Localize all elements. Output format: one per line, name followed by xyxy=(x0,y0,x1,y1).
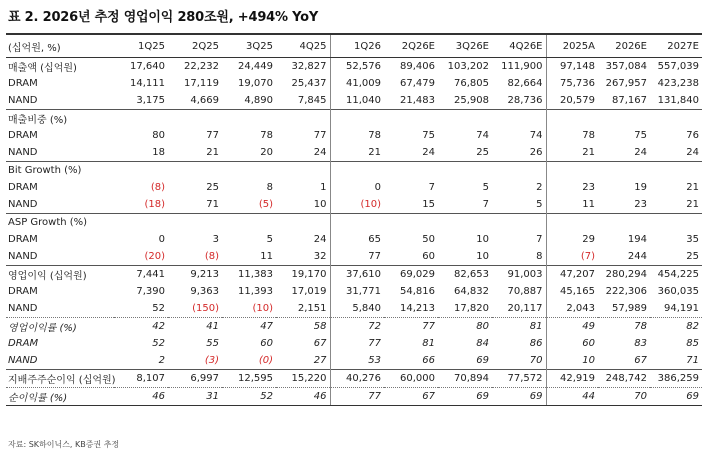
table-cell: 20 xyxy=(260,147,273,158)
table-cell: (18) xyxy=(144,199,165,210)
row-label: DRAM xyxy=(8,338,39,349)
table-cell: (7) xyxy=(546,248,598,266)
header-row xyxy=(6,34,702,58)
table-cell: 42,919 xyxy=(546,370,598,388)
table-cell xyxy=(222,162,276,180)
table-cell xyxy=(222,110,276,128)
table-cell: 77,572 xyxy=(492,370,546,388)
table-cell: 75,736 xyxy=(546,75,598,92)
table-row xyxy=(6,196,702,214)
table-cell: 87,167 xyxy=(612,95,647,106)
table-cell xyxy=(492,214,546,232)
table-cell: 26 xyxy=(529,147,543,158)
table-cell xyxy=(276,214,330,232)
earnings-table xyxy=(6,33,702,406)
table-cell: 360,035 xyxy=(657,286,699,297)
table-cell: 21 xyxy=(686,182,699,193)
table-cell xyxy=(276,110,330,128)
table-cell: 5 xyxy=(482,182,489,193)
table-cell: 24 xyxy=(313,147,327,158)
table-cell: 10 xyxy=(476,234,489,245)
table-cell: 70,887 xyxy=(507,286,543,297)
table-row xyxy=(6,231,702,248)
table-cell: 20,117 xyxy=(507,303,543,314)
table-cell: 131,840 xyxy=(657,95,699,106)
table-cell: 67 xyxy=(384,388,438,406)
table-cell: 280,294 xyxy=(598,266,650,284)
table-cell: 5 xyxy=(266,234,273,245)
table-cell: 69 xyxy=(650,388,702,406)
row-label: NAND xyxy=(8,303,38,314)
table-cell: 52 xyxy=(222,388,276,406)
table-cell: 91,003 xyxy=(492,266,546,284)
table-cell: 76 xyxy=(686,130,699,141)
table-cell: 77 xyxy=(330,248,384,266)
table-cell: 86 xyxy=(529,338,543,349)
table-cell: 10 xyxy=(313,199,327,210)
table-cell: (0) xyxy=(258,355,273,366)
table-cell: 8 xyxy=(536,251,543,262)
row-label: NAND xyxy=(8,251,38,262)
table-cell xyxy=(222,214,276,232)
table-cell: 89,406 xyxy=(384,58,438,76)
column-header: 4Q26E xyxy=(492,34,546,58)
table-cell: 10 xyxy=(546,352,598,370)
table-cell xyxy=(438,162,492,180)
table-row xyxy=(6,162,702,180)
table-cell: 78 xyxy=(598,318,650,336)
table-row xyxy=(6,266,702,284)
table-cell xyxy=(598,110,650,128)
table-cell: 0 xyxy=(330,179,384,196)
table-row xyxy=(6,214,702,232)
column-header: 2027E xyxy=(650,34,702,58)
table-cell: 47 xyxy=(222,318,276,336)
table-cell: 82,664 xyxy=(507,78,543,89)
table-cell: 21 xyxy=(546,144,598,162)
table-cell xyxy=(168,162,222,180)
table-cell xyxy=(438,110,492,128)
table-cell: 46 xyxy=(276,388,330,406)
table-cell xyxy=(650,214,702,232)
table-cell xyxy=(330,162,384,180)
table-cell: 44 xyxy=(546,388,598,406)
table-cell: 72 xyxy=(330,318,384,336)
table-cell: (10) xyxy=(330,196,384,214)
table-cell xyxy=(598,162,650,180)
table-row xyxy=(6,110,702,128)
column-header: 3Q26E xyxy=(438,34,492,58)
table-cell: 111,900 xyxy=(492,58,546,76)
table-cell: 386,259 xyxy=(650,370,702,388)
table-cell: 60 xyxy=(546,335,598,352)
table-cell: 42 xyxy=(114,318,168,336)
header-label: (십억원, %) xyxy=(6,34,114,58)
table-cell: 32 xyxy=(313,251,327,262)
table-cell: 78 xyxy=(260,130,273,141)
row-label: 매출액 (십억원) xyxy=(6,58,114,76)
table-cell: 60 xyxy=(260,338,273,349)
table-title: 표 2. 2026년 추정 영업이익 280조원, +494% YoY xyxy=(8,10,319,25)
table-cell xyxy=(546,110,598,128)
table-cell: 4,890 xyxy=(244,95,273,106)
row-label: NAND xyxy=(8,147,38,158)
table-cell: 60,000 xyxy=(384,370,438,388)
table-cell: 7 xyxy=(536,234,543,245)
table-cell: 0 xyxy=(158,234,165,245)
row-label: DRAM xyxy=(8,130,38,141)
table-cell: (10) xyxy=(252,303,273,314)
table-cell: 29 xyxy=(546,231,598,248)
table-row xyxy=(6,58,702,76)
table-cell: 11,393 xyxy=(238,286,273,297)
table-cell: 14,213 xyxy=(400,303,435,314)
table-cell: 57,989 xyxy=(612,303,647,314)
table-cell: 58 xyxy=(276,318,330,336)
table-cell: 52,576 xyxy=(330,58,384,76)
table-cell: 17,019 xyxy=(291,286,327,297)
table-cell: 25,908 xyxy=(454,95,489,106)
column-header: 3Q25 xyxy=(222,34,276,58)
table-cell: 80 xyxy=(152,130,165,141)
table-cell: 23 xyxy=(634,199,647,210)
table-cell: 60 xyxy=(422,251,435,262)
table-cell: 52 xyxy=(152,303,165,314)
table-cell: 21 xyxy=(206,147,219,158)
table-cell: 19,170 xyxy=(276,266,330,284)
table-body xyxy=(6,58,702,406)
table-cell: 40,276 xyxy=(330,370,384,388)
table-cell xyxy=(168,214,222,232)
table-cell: 70 xyxy=(598,388,650,406)
table-row xyxy=(6,92,702,110)
table-cell: 6,997 xyxy=(168,370,222,388)
table-cell: 2 xyxy=(158,355,165,366)
table-cell: 21,483 xyxy=(400,95,435,106)
table-cell xyxy=(168,110,222,128)
table-cell: 65 xyxy=(330,231,384,248)
table-cell: 21 xyxy=(686,199,699,210)
row-label: 매출비중 (%) xyxy=(6,110,114,128)
row-label: ASP Growth (%) xyxy=(6,214,114,232)
table-cell: 11 xyxy=(260,251,273,262)
table-row xyxy=(6,144,702,162)
row-label: NAND xyxy=(8,95,38,106)
table-cell: 423,238 xyxy=(657,78,699,89)
row-label: Bit Growth (%) xyxy=(6,162,114,180)
table-cell: 74 xyxy=(476,130,489,141)
table-cell xyxy=(492,162,546,180)
table-row xyxy=(6,127,702,144)
table-cell: 23 xyxy=(546,179,598,196)
table-cell: 24 xyxy=(634,147,647,158)
table-cell: 52 xyxy=(152,338,165,349)
table-cell: 77 xyxy=(384,318,438,336)
table-cell: 357,084 xyxy=(598,58,650,76)
row-label: DRAM xyxy=(8,78,38,89)
table-cell: 22,232 xyxy=(168,58,222,76)
table-cell: 75 xyxy=(634,130,647,141)
table-cell xyxy=(384,110,438,128)
table-cell: 10 xyxy=(476,251,489,262)
table-cell: (8) xyxy=(150,182,165,193)
table-cell: 24,449 xyxy=(222,58,276,76)
table-cell: 557,039 xyxy=(650,58,702,76)
table-cell: 2,043 xyxy=(546,300,598,318)
column-header: 2025A xyxy=(546,34,598,58)
table-cell: 8,107 xyxy=(114,370,168,388)
column-header: 1Q25 xyxy=(114,34,168,58)
table-row xyxy=(6,300,702,318)
table-cell: 77 xyxy=(330,388,384,406)
table-cell: 12,595 xyxy=(222,370,276,388)
table-cell: 5,840 xyxy=(330,300,384,318)
table-cell: 81 xyxy=(492,318,546,336)
table-cell: 25 xyxy=(686,251,699,262)
table-cell: 94,191 xyxy=(664,303,699,314)
table-cell: 24 xyxy=(313,234,327,245)
row-label: 지배주주순이익 (십억원) xyxy=(6,370,114,388)
table-cell: (20) xyxy=(144,251,165,262)
table-cell: 17,640 xyxy=(114,58,168,76)
source-note: 자료: SK하이닉스, KB증권 추정 xyxy=(8,440,120,449)
column-header: 2Q25 xyxy=(168,34,222,58)
table-cell xyxy=(384,162,438,180)
table-cell: 49 xyxy=(546,318,598,336)
table-cell: 244 xyxy=(627,251,647,262)
table-cell: 7,390 xyxy=(136,286,165,297)
row-label: 순이익률 (%) xyxy=(6,388,114,406)
table-cell: 77 xyxy=(313,130,327,141)
table-row xyxy=(6,179,702,196)
table-cell: 45,165 xyxy=(546,283,598,300)
table-cell: 81 xyxy=(422,338,435,349)
table-cell: 69 xyxy=(476,355,489,366)
table-cell: 8 xyxy=(266,182,273,193)
table-cell: 4,669 xyxy=(190,95,219,106)
table-cell: (5) xyxy=(258,199,273,210)
table-row xyxy=(6,335,702,352)
table-cell: 41 xyxy=(168,318,222,336)
table-cell: 24 xyxy=(422,147,435,158)
table-cell xyxy=(650,162,702,180)
table-cell: 76,805 xyxy=(454,78,489,89)
table-cell xyxy=(114,214,168,232)
table-row xyxy=(6,388,702,406)
row-label: DRAM xyxy=(8,234,38,245)
table-cell: 82 xyxy=(650,318,702,336)
table-cell xyxy=(546,162,598,180)
table-cell: 11,383 xyxy=(222,266,276,284)
table-cell xyxy=(114,162,168,180)
table-cell: 15 xyxy=(422,199,435,210)
table-cell: 194 xyxy=(627,234,647,245)
table-cell: 19,070 xyxy=(238,78,273,89)
table-cell: 7,845 xyxy=(297,95,327,106)
table-cell: 97,148 xyxy=(546,58,598,76)
column-header: 2Q26E xyxy=(384,34,438,58)
table-cell: 28,736 xyxy=(507,95,543,106)
table-cell: 7 xyxy=(482,199,489,210)
row-label: DRAM xyxy=(8,182,38,193)
table-cell: 83 xyxy=(634,338,647,349)
table-cell xyxy=(546,214,598,232)
column-header: 1Q26 xyxy=(330,34,384,58)
table-cell: 54,816 xyxy=(400,286,435,297)
table-cell: 32,827 xyxy=(276,58,330,76)
table-cell: 78 xyxy=(330,127,384,144)
table-cell: 67 xyxy=(313,338,327,349)
table-cell: 5 xyxy=(536,199,543,210)
table-row xyxy=(6,75,702,92)
table-cell: 70,894 xyxy=(438,370,492,388)
table-cell: 25 xyxy=(476,147,489,158)
table-cell: 77 xyxy=(330,335,384,352)
table-cell: 31,771 xyxy=(330,283,384,300)
row-label: DRAM xyxy=(8,286,38,297)
table-cell: 71 xyxy=(206,199,219,210)
table-row xyxy=(6,318,702,336)
table-cell: 103,202 xyxy=(438,58,492,76)
table-cell: 37,610 xyxy=(330,266,384,284)
table-cell: 17,820 xyxy=(454,303,489,314)
table-cell xyxy=(598,214,650,232)
table-cell xyxy=(330,110,384,128)
table-cell: 11,040 xyxy=(330,92,384,110)
table-row xyxy=(6,370,702,388)
table-cell: 14,111 xyxy=(130,78,165,89)
table-cell: 46 xyxy=(114,388,168,406)
row-label: NAND xyxy=(8,355,38,366)
table-row xyxy=(6,248,702,266)
table-cell xyxy=(384,214,438,232)
table-cell: 47,207 xyxy=(546,266,598,284)
table-cell xyxy=(276,162,330,180)
table-cell: 50 xyxy=(422,234,435,245)
table-cell: (150) xyxy=(192,303,219,314)
table-row xyxy=(6,352,702,370)
table-cell xyxy=(330,214,384,232)
table-cell: 7,441 xyxy=(114,266,168,284)
table-cell: 69 xyxy=(492,388,546,406)
table-cell: 64,832 xyxy=(454,286,489,297)
table-cell: (3) xyxy=(204,355,219,366)
table-cell: 82,653 xyxy=(438,266,492,284)
table-cell: 69 xyxy=(438,388,492,406)
table-cell: 18 xyxy=(152,147,165,158)
row-label: 영업이익 (십억원) xyxy=(6,266,114,284)
table-cell: 2,151 xyxy=(297,303,327,314)
table-cell: (8) xyxy=(204,251,219,262)
table-cell: 67,479 xyxy=(400,78,435,89)
table-cell xyxy=(492,110,546,128)
table-cell: 20,579 xyxy=(546,92,598,110)
table-cell: 80 xyxy=(438,318,492,336)
table-cell: 66 xyxy=(422,355,435,366)
table-cell: 2 xyxy=(536,182,543,193)
table-cell: 78 xyxy=(546,127,598,144)
column-header: 2026E xyxy=(598,34,650,58)
table-cell: 77 xyxy=(206,130,219,141)
table-cell: 9,363 xyxy=(190,286,219,297)
table-cell: 75 xyxy=(422,130,435,141)
table-cell: 248,742 xyxy=(598,370,650,388)
table-cell: 19 xyxy=(634,182,647,193)
table-cell: 70 xyxy=(529,355,543,366)
table-cell: 67 xyxy=(634,355,647,366)
table-cell xyxy=(114,110,168,128)
table-cell: 1 xyxy=(320,182,327,193)
table-cell: 35 xyxy=(686,234,699,245)
table-cell: 267,957 xyxy=(605,78,647,89)
table-cell: 3,175 xyxy=(136,95,165,106)
table-cell: 53 xyxy=(330,352,384,370)
table-cell xyxy=(438,214,492,232)
table-cell: 9,213 xyxy=(168,266,222,284)
table-cell: 84 xyxy=(476,338,489,349)
table-cell: 454,225 xyxy=(650,266,702,284)
table-cell: 27 xyxy=(313,355,327,366)
table-cell: 17,119 xyxy=(184,78,219,89)
row-label: 영업이익률 (%) xyxy=(6,318,114,336)
table-cell: 74 xyxy=(529,130,543,141)
table-cell: 31 xyxy=(168,388,222,406)
table-cell: 222,306 xyxy=(605,286,647,297)
table-cell xyxy=(650,110,702,128)
row-label: NAND xyxy=(8,199,38,210)
table-cell: 11 xyxy=(546,196,598,214)
table-cell: 41,009 xyxy=(330,75,384,92)
table-cell: 21 xyxy=(330,144,384,162)
table-cell: 15,220 xyxy=(276,370,330,388)
table-cell: 3 xyxy=(212,234,219,245)
table-cell: 24 xyxy=(686,147,699,158)
table-cell: 25 xyxy=(206,182,219,193)
table-row xyxy=(6,283,702,300)
table-cell: 69,029 xyxy=(384,266,438,284)
table-cell: 71 xyxy=(686,355,699,366)
table-cell: 55 xyxy=(206,338,219,349)
table-cell: 85 xyxy=(686,338,699,349)
table-cell: 25,437 xyxy=(291,78,327,89)
table-cell: 7 xyxy=(428,182,435,193)
column-header: 4Q25 xyxy=(276,34,330,58)
